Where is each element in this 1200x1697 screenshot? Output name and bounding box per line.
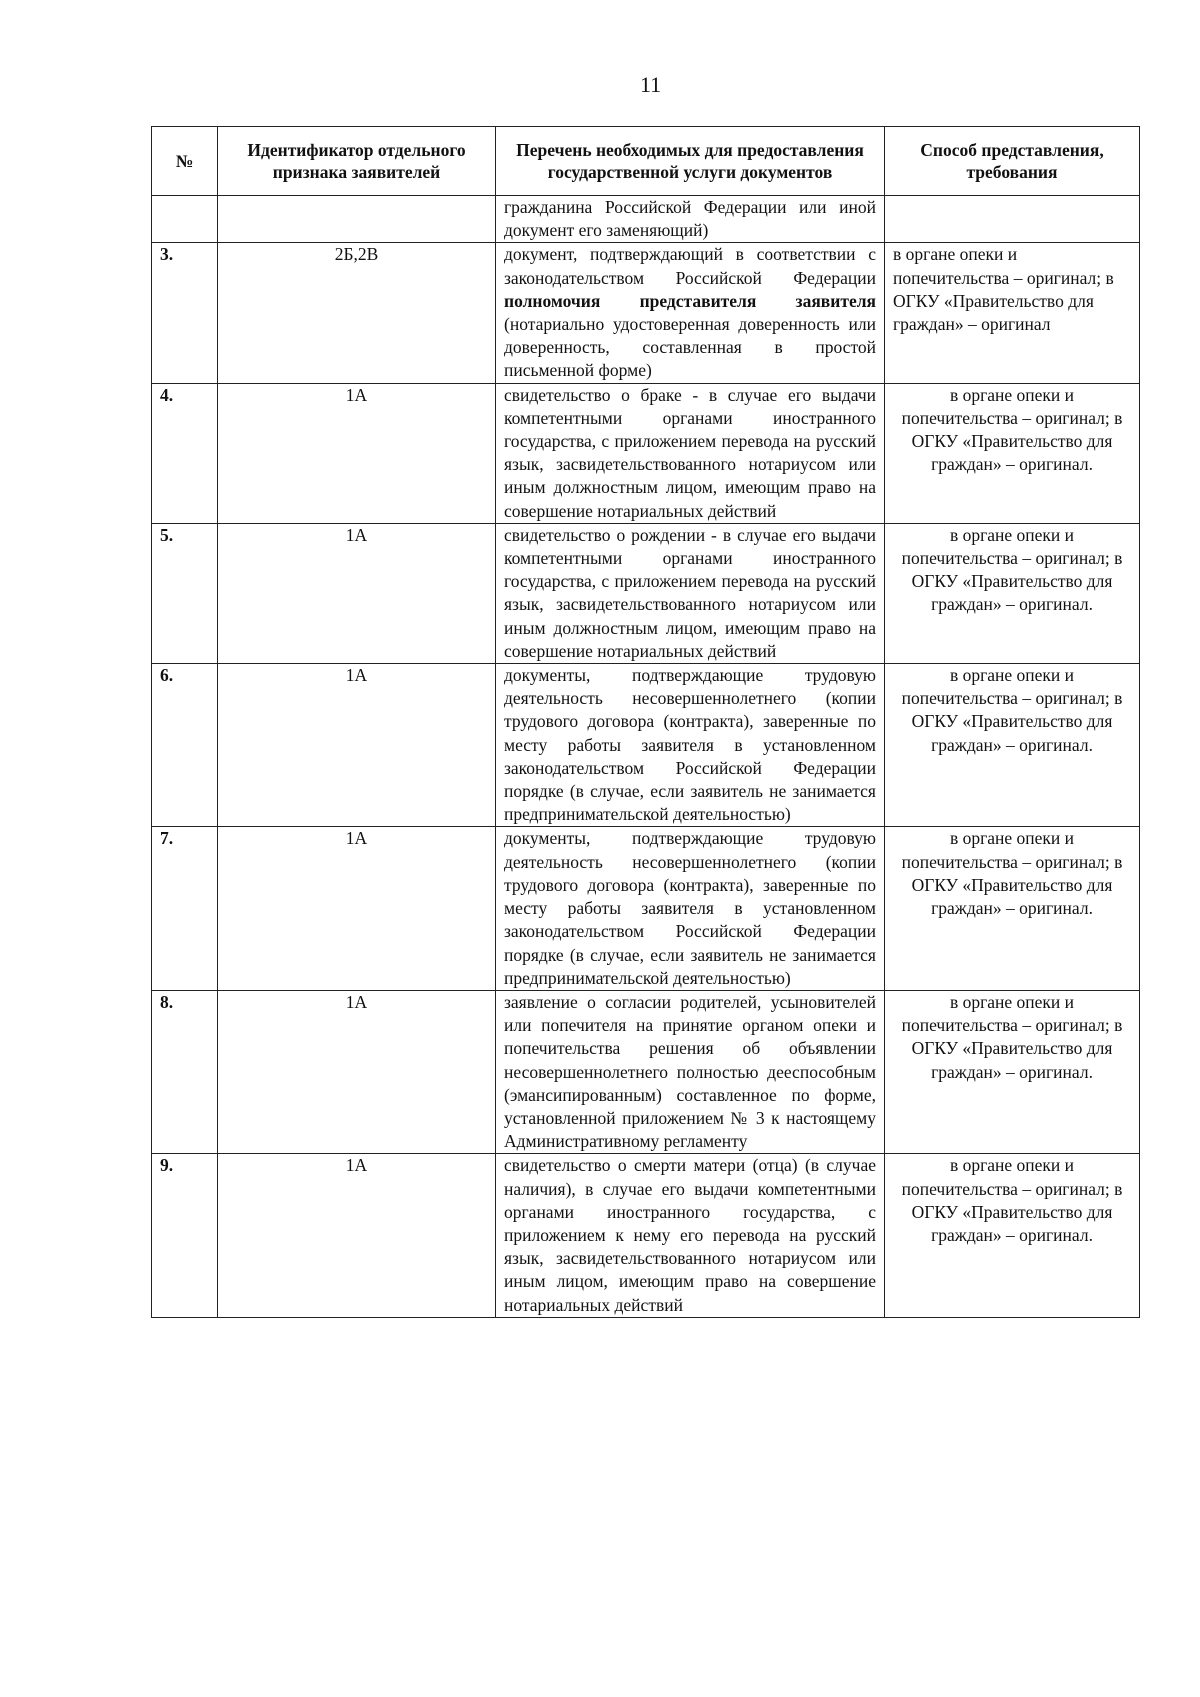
cell-num: 7. — [152, 827, 218, 990]
cell-num: 8. — [152, 990, 218, 1153]
cell-num: 4. — [152, 383, 218, 523]
table-rows — [152, 383, 1140, 1317]
cell-num: 6. — [152, 664, 218, 827]
cell-identifier: 2Б,2В — [218, 243, 496, 383]
header-method: Способ представления, требования — [885, 127, 1140, 196]
cell-identifier: 1А — [218, 523, 496, 663]
table-row — [152, 243, 1140, 383]
cell-num — [152, 196, 218, 243]
cell-identifier: 1А — [218, 664, 496, 827]
cell-documents: заявление о согласии родителей, усыновителей или попечителя на принятие органом опеки и попечительства решения об объявлении несовершеннолетнего полностью дееспособным (эмансипированным) составленное по форме, установленной приложением № 3 к настоящему Административному регламенту — [496, 990, 885, 1153]
table-row — [152, 990, 1140, 1153]
table-row — [152, 664, 1140, 827]
table-header-row — [152, 127, 1140, 196]
cell-identifier: 1А — [218, 1154, 496, 1317]
page-number: 11 — [640, 72, 662, 97]
cell-identifier — [218, 196, 496, 243]
cell-identifier: 1А — [218, 990, 496, 1153]
cell-method: в органе опеки и попечительства – оригинал; в ОГКУ «Правительство для граждан» – оригинал. — [885, 664, 1140, 827]
cell-method — [885, 196, 1140, 243]
table-row — [152, 1154, 1140, 1317]
doc-text: документ, подтверждающий в соответствии с законодательством Российской Федерации — [504, 244, 876, 288]
header-documents: Перечень необходимых для предоставления государственной услуги документов — [496, 127, 885, 196]
cell-identifier: 1А — [218, 827, 496, 990]
table-row-continuation — [152, 196, 1140, 243]
table-row — [152, 827, 1140, 990]
doc-text: (нотариально удостоверенная доверенность или доверенность, составленная в простой письменной форме) — [504, 314, 876, 381]
cell-method: в органе опеки и попечительства – оригинал; в ОГКУ «Правительство для граждан» – оригинал. — [885, 827, 1140, 990]
cell-identifier: 1А — [218, 383, 496, 523]
cell-documents: гражданина Российской Федерации или иной документ его заменяющий) — [496, 196, 885, 243]
cell-documents: документы, подтверждающие трудовую деятельность несовершеннолетнего (копии трудового договора (контракта), заверенные по месту работы заявителя в установленном законодательством Российской Федерации порядке (в случае, если заявитель не занимается предпринимательской деятельностью) — [496, 664, 885, 827]
header-identifier: Идентификатор отдельного признака заявителей — [218, 127, 496, 196]
cell-method: в органе опеки и попечительства – оригинал; в ОГКУ «Правительство для граждан» – оригинал — [885, 243, 1140, 383]
cell-method: в органе опеки и попечительства – оригинал; в ОГКУ «Правительство для граждан» – оригинал. — [885, 383, 1140, 523]
cell-method: в органе опеки и попечительства – оригинал; в ОГКУ «Правительство для граждан» – оригинал. — [885, 990, 1140, 1153]
cell-documents: документы, подтверждающие трудовую деятельность несовершеннолетнего (копии трудового договора (контракта), заверенные по месту работы заявителя в установленном законодательством Российской Федерации порядке (в случае, если заявитель не занимается предпринимательской деятельностью) — [496, 827, 885, 990]
cell-method: в органе опеки и попечительства – оригинал; в ОГКУ «Правительство для граждан» – оригинал. — [885, 1154, 1140, 1317]
cell-num: 9. — [152, 1154, 218, 1317]
table-row — [152, 383, 1140, 523]
doc-bold-text: полномочия представителя заявителя — [504, 290, 876, 311]
cell-num: 5. — [152, 523, 218, 663]
cell-documents — [496, 243, 885, 383]
cell-num: 3. — [152, 243, 218, 383]
cell-documents: свидетельство о рождении - в случае его выдачи компетентными органами иностранного государства, с приложением перевода на русский язык, засвидетельствованного нотариусом или иным должностным лицом, имеющим право на совершение нотариальных действий — [496, 523, 885, 663]
cell-method: в органе опеки и попечительства – оригинал; в ОГКУ «Правительство для граждан» – оригинал. — [885, 523, 1140, 663]
cell-documents: свидетельство о браке - в случае его выдачи компетентными органами иностранного государства, с приложением перевода на русский язык, засвидетельствованного нотариусом или иным должностным лицом, имеющим право на совершение нотариальных действий — [496, 383, 885, 523]
table-row — [152, 523, 1140, 663]
header-num: № — [152, 127, 218, 196]
documents-table — [151, 126, 1140, 1318]
cell-documents: свидетельство о смерти матери (отца) (в случае наличия), в случае его выдачи компетентными органами иностранного государства, с приложением к нему его перевода на русский язык, засвидетельствованного нотариусом или иным лицом, имеющим право на совершение нотариальных действий — [496, 1154, 885, 1317]
